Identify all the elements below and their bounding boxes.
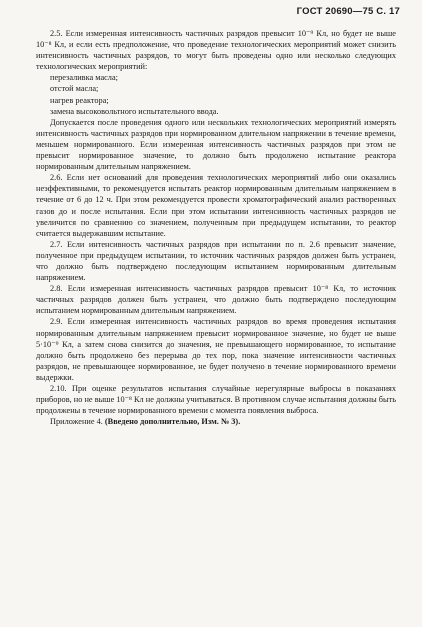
paragraph: Допускается после проведения одного или нескольких технологических мероприятий измерять интенсивность частичных разрядов при нормированном длительном напряжении в течение времени, меньшем нормированного. Если измеренная интенсивность частичных разрядов при этом не превысит нормированное значение, то должно быть продолжено испытание реактора нормированным длительным напряжением. (36, 117, 396, 172)
page-header: ГОСТ 20690—75 С. 17 (296, 6, 400, 17)
amendment-note: (Введено дополнительно, Изм. № 3). (104, 417, 241, 427)
list-item: отстой масла; (50, 84, 99, 94)
paragraph: 2.6. Если нет оснований для проведения технологических мероприятий либо они оказались неэффективными, то рекомендуется испытать реактор нормированным длительным напряжением в течение от 6 до 12 ч. При этом рекомендуется провести хроматографический анализ растворенных газов до и после испытания. Если при этом испытании интенсивность частичных разрядов не увеличится по сравнению со значением, полученным при предыдущем испытании, то реактор считается выдержавшим испытание. (36, 173, 396, 238)
list-item: нагрев реактора; (50, 95, 109, 105)
paragraph: 2.9. Если измеренная интенсивность частичных разрядов во время проведения испытания нормированным длительным напряжением превысит нормированное значение, но будет не выше 5·10⁻⁹ Кл, а затем снова снизится до значения, не превышающего нормированное, то испытание должно быть продолжено без перерыва до тех пор, пока значение интенсивности частичных разрядов, не превышающее нормированное, не будет получено в течение нормированного времени выдержки. (36, 317, 396, 382)
list-item: замена высоковольтного испытательного ввода. (50, 106, 219, 116)
document-body (36, 28, 396, 427)
appendix-note (36, 416, 396, 427)
paragraph: 2.10. При оценке результатов испытания случайные нерегулярные выбросы в показаниях приборов, но не выше 10⁻⁸ Кл не должны учитываться. В противном случае испытания должны быть продолжены в течение нормированного времени с момента появления выброса. (36, 384, 396, 416)
paragraph: 2.5. Если измеренная интенсивность частичных разрядов превысит 10⁻⁹ Кл, но будет не выше 10⁻⁸ Кл, и если есть предположение, что проведение технологических мероприятий может снизить интенсивность частичных разрядов, то могут быть проведены одно или несколько следующих технологических мероприятий: (36, 29, 396, 72)
appendix-label: Приложение 4. (50, 417, 105, 427)
paragraph: 2.7. Если интенсивность частичных разрядов при испытании по п. 2.6 превысит значение, полученное при предыдущем испытании, то источник частичных разрядов должен быть устранен, что должно быть подтверждено последующим испытанием нормированным длительным напряжением. (36, 239, 396, 283)
list-item: перезаливка масла; (50, 73, 118, 83)
paragraph: 2.8. Если измеренная интенсивность частичных разрядов превысит 10⁻⁸ Кл, то источник частичных разрядов должен быть устранен, что должно быть подтверждено последующим испытанием нормированным длительным напряжением. (36, 284, 396, 316)
